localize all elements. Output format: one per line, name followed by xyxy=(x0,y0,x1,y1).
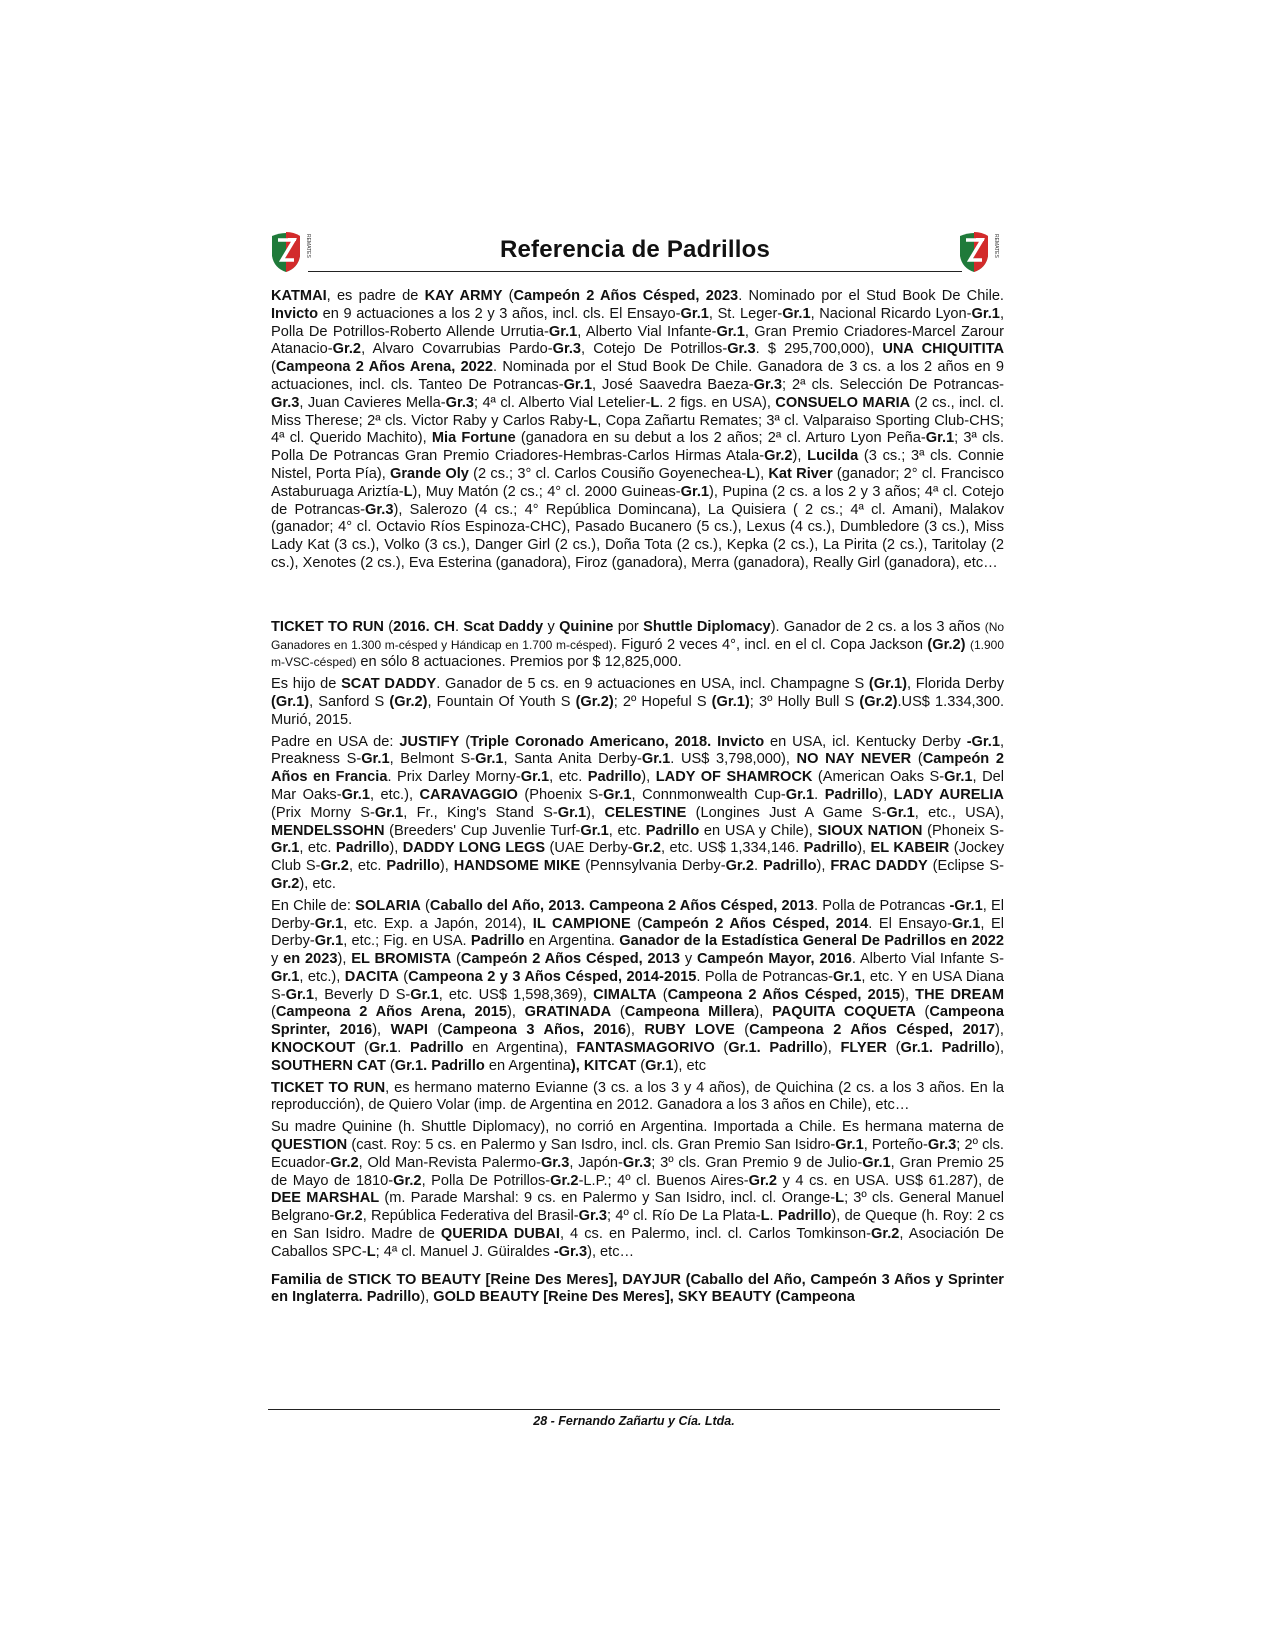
paragraph-ticket-to-run-intro: TICKET TO RUN (2016. CH. Scat Daddy y Quinine por Shuttle Diplomacy). Ganador de 2 cs. a los 3 años (No Ganadores en 1.300 m-césped y Hándicap en 1.700 m-césped). Figuró 2 veces 4°, incl. en el cl. Copa Jackson (Gr.2) (1.900 m-VSC-césped) en sólo 8 actuaciones. Premios por $ 12,825,000. xyxy=(271,618,1005,671)
page-title: Referencia de Padrillos xyxy=(499,236,771,263)
svg-text:REMATES: REMATES xyxy=(993,234,999,258)
svg-text:REMATES: REMATES xyxy=(305,234,311,258)
paragraph-katmai: KATMAI, es padre de KAY ARMY (Campeón 2 Años Césped, 2023. Nominado por el Stud Book De Chile. Invicto en 9 actuaciones a los 2 y 3 años, incl. cls. El Ensayo-Gr.1, St. Leger-Gr.1, Nacional Ricardo Lyon-Gr.1, Polla De Potrillos-Roberto Allende Urrutia-Gr.1, Alberto Vial Infante-Gr.1, Gran Premio Criadores-Marcel Zarour Atanacio-Gr.2, Alvaro Covarrubias Pardo-Gr.3, Cotejo De Potrillos-Gr.3. $ 295,700,000), UNA CHIQUITITA (Campeona 2 Años Arena, 2022. Nominada por el Stud Book De Chile. Ganadora de 3 cs. a los 2 años en 9 actuaciones, incl. cls. Tanteo De Potrancas-Gr.1, José Saavedra Baeza-Gr.3; 2ª cls. Selección De Potrancas-Gr.3, Juan Cavieres Mella-Gr.3; 4ª cl. Alberto Vial Letelier-L. 2 figs. en USA), CONSUELO MARIA (2 cs., incl. cl. Miss Therese; 2ª cls. Victor Raby y Carlos Raby-L, Copa Zañartu Remates; 3ª cl. Valparaiso Sporting Club-CHS; 4ª cl. Querido Machito), Mia Fortune (ganadora en su debut a los 2 años; 2ª cl. Arturo Lyon Peña-Gr.1; 3ª cls. Polla De Potrancas Gran Premio Criadores-Hembras-Carlos Hirmas Atala-Gr.2), Lucilda (3 cs.; 3ª cls. Connie Nistel, Porta Pía), Grande Oly (2 cs.; 3° cl. Carlos Cousiño Goyenechea-L), Kat River (ganador; 2° cl. Francisco Astaburuaga Ariztía-L), Muy Matón (2 cs.; 4° cl. 2000 Guineas-Gr.1), Pupina (2 cs. a los 2 y 3 años; 4ª cl. Cotejo de Potrancas-Gr.3), Salerozo (4 cs.; 4° República Domincana), La Quisiera ( 2 cs.; 4ª cl. Amani), Malakov (ganador; 4° cl. Octavio Ríos Espinoza-CHC), Pasado Bucanero (5 cs.), Lexus (4 cs.), Dumbledore (3 cs.), Miss Lady Kat (3 cs.), Volko (3 cs.), Danger Girl (2 cs.), Doña Tota (2 cs.), Kepka (2 cs.), La Pirita (2 cs.), Taritolay (2 cs.), Xenotes (2 cs.), Eva Esterina (ganadora), Firoz (ganadora), Merra (ganadora), Really Girl (ganadora), etc… xyxy=(271,288,1005,571)
remates-logo-right xyxy=(956,228,1002,274)
paragraph-familia: Familia de STICK TO BEAUTY [Reine Des Meres], DAYJUR (Caballo del Año, Campeón 3 Años y Sprinter en Inglaterra. Padrillo), GOLD BEAUTY [Reine Des Meres], SKY BEAUTY (Campeona xyxy=(271,1271,1004,1306)
document-body xyxy=(271,288,1004,1311)
remates-logo-left xyxy=(268,228,314,274)
page-footer: 28 - Fernando Zañartu y Cía. Ltda. xyxy=(533,1414,735,1428)
page-header xyxy=(268,228,1002,276)
footer-rule xyxy=(268,1409,1000,1410)
paragraph-en-chile: En Chile de: SOLARIA (Caballo del Año, 2013. Campeona 2 Años Césped, 2013. Polla de Potrancas -Gr.1, El Derby-Gr.1, etc. Exp. a Japón, 2014), IL CAMPIONE (Campeón 2 Años Césped, 2014. El Ensayo-Gr.1, El Derby-Gr.1, etc.; Fig. en USA. Padrillo en Argentina. Ganador de la Estadística General De Padrillos en 2022 y en 2023), EL BROMISTA (Campeón 2 Años Césped, 2013 y Campeón Mayor, 2016. Alberto Vial Infante S-Gr.1, etc.), DACITA (Campeona 2 y 3 Años Césped, 2014-2015. Polla de Potrancas-Gr.1, etc. Y en USA Diana S-Gr.1, Beverly D S-Gr.1, etc. US$ 1,598,369), CIMALTA (Campeona 2 Años Césped, 2015), THE DREAM (Campeona 2 Años Arena, 2015), GRATINADA (Campeona Millera), PAQUITA COQUETA (Campeona Sprinter, 2016), WAPI (Campeona 3 Años, 2016), RUBY LOVE (Campeona 2 Años Césped, 2017), KNOCKOUT (Gr.1. Padrillo en Argentina), FANTASMAGORIVO (Gr.1. Padrillo), FLYER (Gr.1. Padrillo), SOUTHERN CAT (Gr.1. Padrillo en Argentina), KITCAT (Gr.1), etc xyxy=(271,897,1005,1074)
paragraph-hermano-materno: TICKET TO RUN, es hermano materno Evianne (3 cs. a los 3 y 4 años), de Quichina (2 cs. a los 3 años. En la reproducción), de Quiero Volar (imp. de Argentina en 2012. Ganadora a los 3 años en Chile), etc… xyxy=(271,1079,1004,1114)
paragraph-scat-daddy: Es hijo de SCAT DADDY. Ganador de 5 cs. en 9 actuaciones en USA, incl. Champagne S (Gr.1), Florida Derby (Gr.1), Sanford S (Gr.2), Fountain Of Youth S (Gr.2); 2º Hopeful S (Gr.1); 3º Holly Bull S (Gr.2).US$ 1.334,300. Murió, 2015. xyxy=(271,676,1005,728)
paragraph-padre-en-usa: Padre en USA de: JUSTIFY (Triple Coronado Americano, 2018. Invicto en USA, icl. Kentucky Derby -Gr.1, Preakness S-Gr.1, Belmont S-Gr.1, Santa Anita Derby-Gr.1. US$ 3,798,000), NO NAY NEVER (Campeón 2 Años en Francia. Prix Darley Morny-Gr.1, etc. Padrillo), LADY OF SHAMROCK (American Oaks S-Gr.1, Del Mar Oaks-Gr.1, etc.), CARAVAGGIO (Phoenix S-Gr.1, Connmonwealth Cup-Gr.1. Padrillo), LADY AURELIA (Prix Morny S-Gr.1, Fr., King's Stand S-Gr.1), CELESTINE (Longines Just A Game S-Gr.1, etc., USA), MENDELSSOHN (Breeders' Cup Juvenlie Turf-Gr.1, etc. Padrillo en USA y Chile), SIOUX NATION (Phoneix S-Gr.1, etc. Padrillo), DADDY LONG LEGS (UAE Derby-Gr.2, etc. US$ 1,334,146. Padrillo), EL KABEIR (Jockey Club S-Gr.2, etc. Padrillo), HANDSOME MIKE (Pennsylvania Derby-Gr.2. Padrillo), FRAC DADDY (Eclipse S-Gr.2), etc. xyxy=(271,733,1005,892)
paragraph-su-madre: Su madre Quinine (h. Shuttle Diplomacy), no corrió en Argentina. Importada a Chile. Es hermana materna de QUESTION (cast. Roy: 5 cs. en Palermo y San Isdro, incl. cls. Gran Premio San Isidro-Gr.1, Porteño-Gr.3; 2º cls. Ecuador-Gr.2, Old Man-Revista Palermo-Gr.3, Japón-Gr.3; 3º cls. Gran Premio 9 de Julio-Gr.1, Gran Premio 25 de Mayo de 1810-Gr.2, Polla De Potrillos-Gr.2-L.P.; 4º cl. Buenos Aires-Gr.2 y 4 cs. en USA. US$ 61.287), de DEE MARSHAL (m. Parade Marshal: 9 cs. en Palermo y San Isidro, incl. cl. Orange-L; 3º cls. General Manuel Belgrano-Gr.2, República Federativa del Brasil-Gr.3; 4º cl. Río De La Plata-L. Padrillo), de Queque (h. Roy: 2 cs en San Isidro. Madre de QUERIDA DUBAI, 4 cs. en Palermo, incl. cl. Carlos Tomkinson-Gr.2, Asociación De Caballos SPC-L; 4ª cl. Manuel J. Güiraldes -Gr.3), etc… xyxy=(271,1119,1005,1260)
title-underline xyxy=(308,271,962,272)
